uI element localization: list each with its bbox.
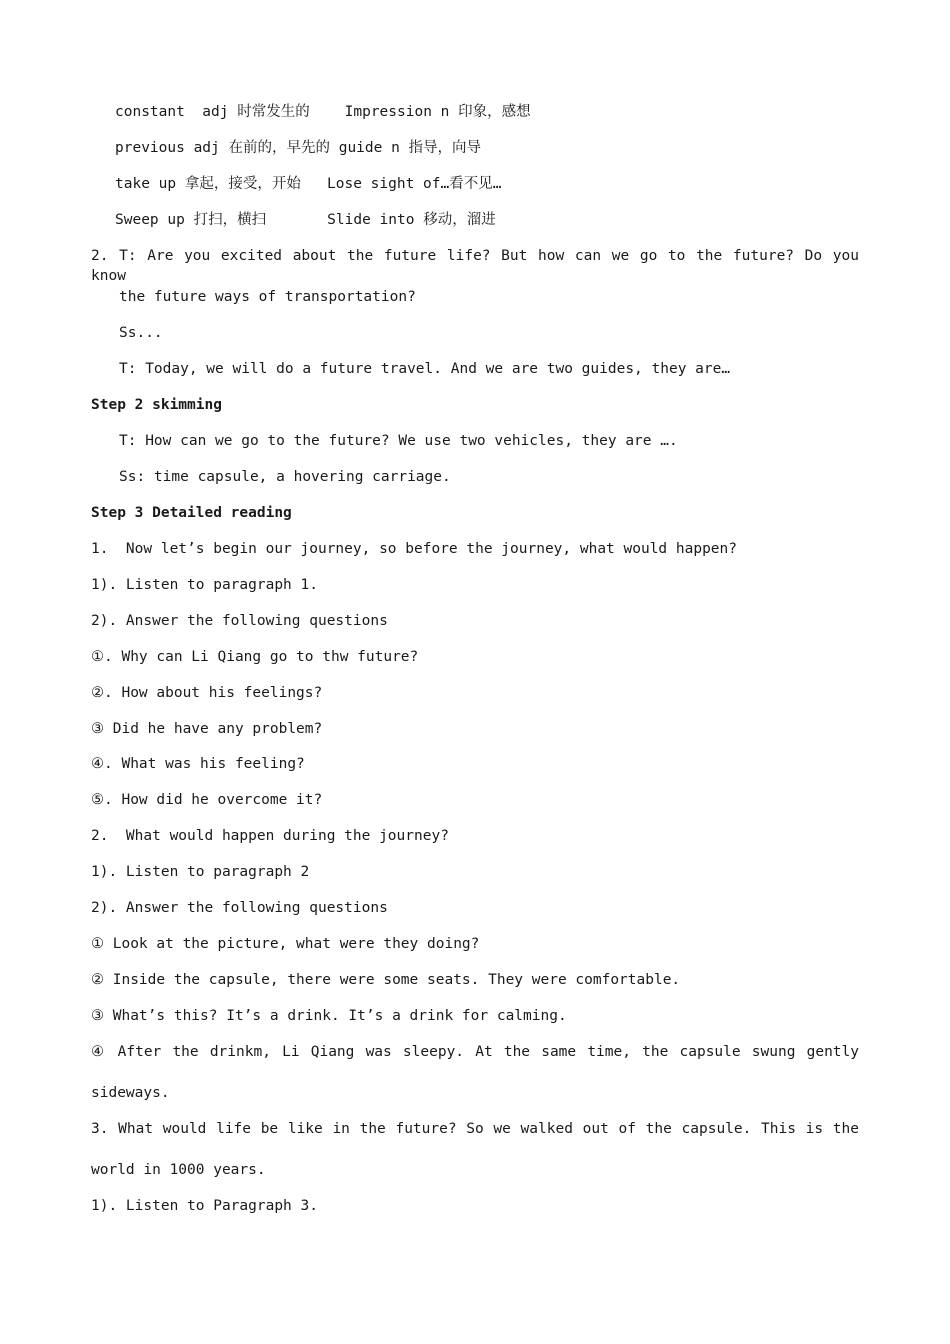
item2-question-line1: 2. T: Are you excited about the future life? But how can we go to the future? Do you know <box>91 248 859 284</box>
step2-teacher-line: T: How can we go to the future? We use two vehicles, they are …. <box>119 433 678 449</box>
step3-line-4: ①. Why can Li Qiang go to thw future? <box>91 649 419 665</box>
item2-students-reply: Ss... <box>119 325 163 341</box>
step3-line-6: ③ Did he have any problem? <box>91 721 323 737</box>
step3-q4-line2: sideways. <box>91 1085 170 1101</box>
step3-line-13: ② Inside the capsule, there were some seats. They were comfortable. <box>91 972 681 988</box>
step3-line-7: ④. What was his feeling? <box>91 756 305 772</box>
step2-students-line: Ss: time capsule, a hovering carriage. <box>119 469 451 485</box>
vocab-line-3: take up 拿起，接受，开始 Lose sight of…看不见… <box>115 176 502 192</box>
vocab-line-4: Sweep up 打扫，横扫 Slide into 移动，溜进 <box>115 212 496 228</box>
item2-teacher-line: T: Today, we will do a future travel. And we are two guides, they are… <box>119 361 731 377</box>
step3-line-5: ②. How about his feelings? <box>91 685 323 701</box>
step3-line-8: ⑤. How did he overcome it? <box>91 792 323 808</box>
step3-q3-line2: world in 1000 years. <box>91 1162 266 1178</box>
step3-line-11: 2). Answer the following questions <box>91 900 388 916</box>
step3-line-14: ③ What’s this? It’s a drink. It’s a drink for calming. <box>91 1008 567 1024</box>
step2-heading: Step 2 skimming <box>91 397 222 413</box>
step3-heading: Step 3 Detailed reading <box>91 505 292 521</box>
step3-line-2: 1). Listen to paragraph 1. <box>91 577 318 593</box>
item2-question-line2: the future ways of transportation? <box>119 289 416 305</box>
step3-line-1: 1. Now let’s begin our journey, so before the journey, what would happen? <box>91 541 738 557</box>
step3-line-9: 2. What would happen during the journey? <box>91 828 449 844</box>
step3-q3-line1: 3. What would life be like in the future? So we walked out of the capsule. This is the <box>91 1121 859 1137</box>
vocab-line-2: previous adj 在前的，早先的 guide n 指导，向导 <box>115 140 482 156</box>
step3-last-line: 1). Listen to Paragraph 3. <box>91 1198 318 1214</box>
vocab-line-1: constant adj 时常发生的 Impression n 印象，感想 <box>115 104 531 120</box>
step3-line-3: 2). Answer the following questions <box>91 613 388 629</box>
step3-line-10: 1). Listen to paragraph 2 <box>91 864 310 880</box>
step3-line-12: ① Look at the picture, what were they doing? <box>91 936 480 952</box>
step3-q4-line1: ④ After the drinkm, Li Qiang was sleepy. At the same time, the capsule swung gently <box>91 1044 859 1060</box>
